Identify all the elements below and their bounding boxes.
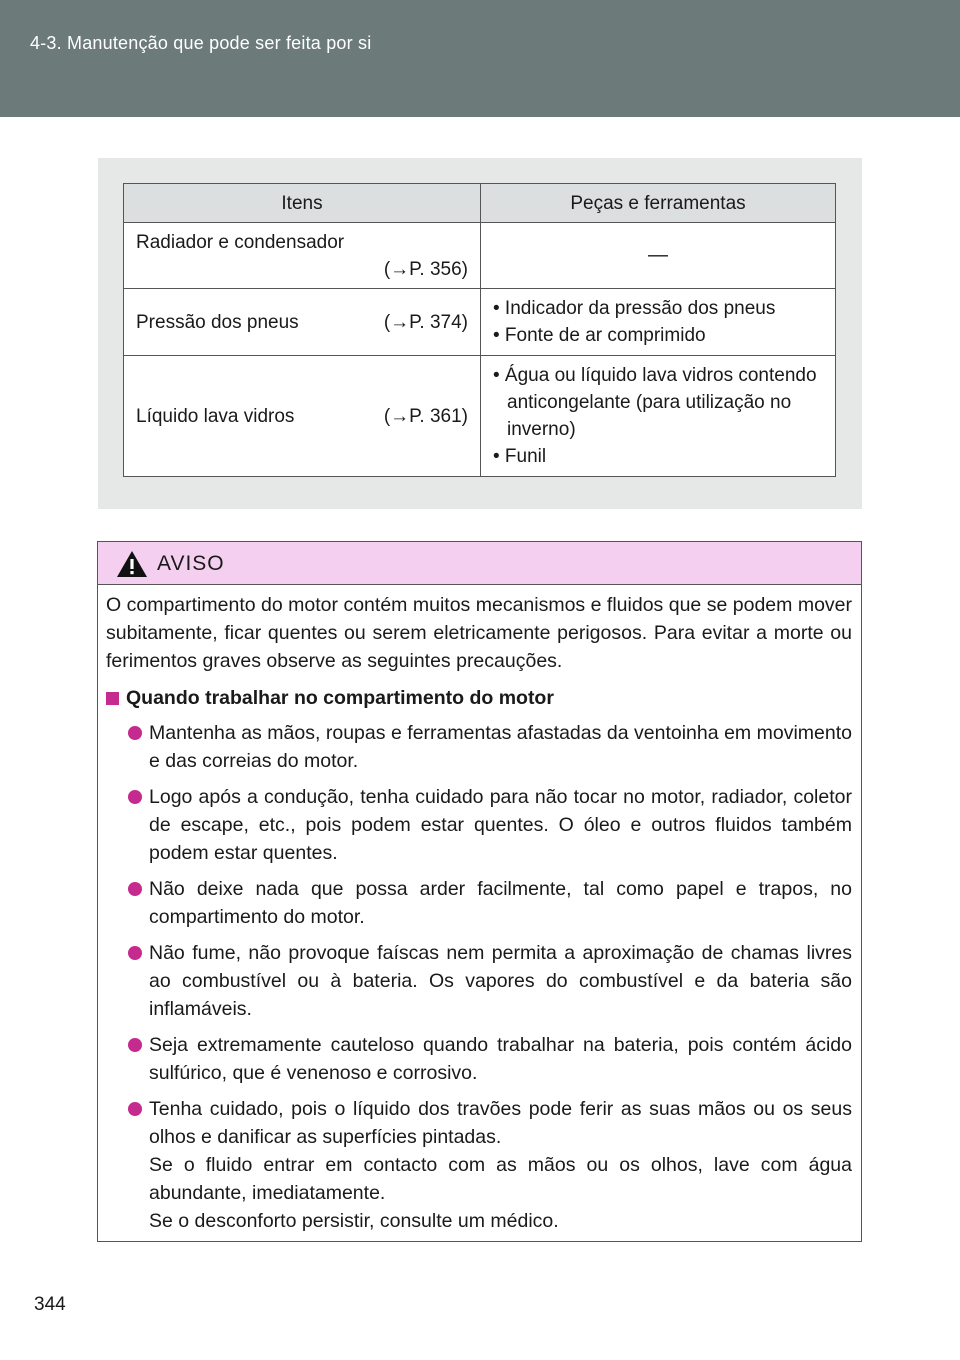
warning-item <box>106 783 852 867</box>
warning-item-text: Não fume, não provoque faíscas nem permita a aproximação de chamas livres ao combustível ou à bateria. Os vapores do combustível e da bateria são inflamáveis. <box>149 942 852 1020</box>
warning-label: AVISO <box>157 552 225 575</box>
column-header-items: Itens <box>124 184 481 223</box>
warning-item <box>106 1031 852 1087</box>
table-header-row <box>124 184 836 223</box>
tool-item: • Funil <box>493 446 547 467</box>
column-header-tools: Peças e ferramentas <box>481 184 836 223</box>
table-row <box>124 289 836 356</box>
page-reference: (→P. 361) <box>383 405 468 427</box>
warning-body <box>98 585 861 1235</box>
warning-subhead <box>106 684 852 712</box>
warning-item-text: Logo após a condução, tenha cuidado para não tocar no motor, radiador, coletor de escape, etc., pois podem estar quentes. O óleo e outros fluidos também podem estar quentes. <box>149 786 852 864</box>
table-row <box>124 356 836 477</box>
tool-item: • Indicador da pressão dos pneus <box>493 298 776 319</box>
page-header <box>0 0 960 117</box>
circle-bullet-icon <box>128 1102 142 1116</box>
warning-item <box>106 719 852 775</box>
items-table <box>123 183 836 477</box>
tools-cell: — <box>481 223 836 289</box>
items-table-panel <box>98 158 862 509</box>
circle-bullet-icon <box>128 1038 142 1052</box>
warning-item-line: Tenha cuidado, pois o líquido dos travões pode ferir as suas mãos ou os seus olhos e danificar as superfícies pintadas. <box>149 1098 852 1148</box>
warning-triangle-icon <box>116 550 148 578</box>
item-name: Radiador e condensador <box>136 231 345 253</box>
page-reference: (→P. 374) <box>383 311 468 333</box>
tools-cell <box>481 289 836 356</box>
circle-bullet-icon <box>128 726 142 740</box>
circle-bullet-icon <box>128 946 142 960</box>
tools-cell <box>481 356 836 477</box>
section-title: 4-3. Manutenção que pode ser feita por si <box>30 33 372 53</box>
warning-item-text: Seja extremamente cauteloso quando trabalhar na bateria, pois contém ácido sulfúrico, que é venenoso e corrosivo. <box>149 1034 852 1084</box>
tool-item: • Fonte de ar comprimido <box>493 325 706 346</box>
warning-item <box>106 939 852 1023</box>
warning-header <box>98 542 861 585</box>
item-name: Líquido lava vidros <box>136 405 295 427</box>
warning-item-line: Se o fluido entrar em contacto com as mãos ou os olhos, lave com água abundante, imediatamente. <box>149 1154 852 1204</box>
page-number: 344 <box>34 1294 66 1315</box>
page-reference: (→P. 356) <box>383 258 468 280</box>
subhead-text: Quando trabalhar no compartimento do motor <box>126 687 554 709</box>
circle-bullet-icon <box>128 882 142 896</box>
warning-item-line: Se o desconforto persistir, consulte um médico. <box>149 1210 559 1232</box>
tool-item: • Água ou líquido lava vidros contendo anticongelante (para utilização no inverno) <box>493 365 817 440</box>
warning-item-text: Não deixe nada que possa arder facilmente, tal como papel e trapos, no compartimento do motor. <box>149 878 852 928</box>
warning-intro: O compartimento do motor contém muitos mecanismos e fluidos que se podem mover subitamente, ficar quentes ou serem eletricamente perigosos. Para evitar a morte ou ferimentos graves observe as seguintes precauções. <box>106 594 852 672</box>
item-name: Pressão dos pneus <box>136 311 299 333</box>
warning-item-text: Mantenha as mãos, roupas e ferramentas afastadas da ventoinha em movimento e das correias do motor. <box>149 722 852 772</box>
warning-item-text <box>149 1095 852 1235</box>
circle-bullet-icon <box>128 790 142 804</box>
item-cell <box>124 289 481 356</box>
table-row <box>124 223 836 289</box>
square-bullet-icon <box>106 692 119 705</box>
item-cell <box>124 223 481 289</box>
warning-item <box>106 1095 852 1235</box>
warning-item <box>106 875 852 931</box>
warning-box <box>97 541 862 1242</box>
item-cell <box>124 356 481 477</box>
